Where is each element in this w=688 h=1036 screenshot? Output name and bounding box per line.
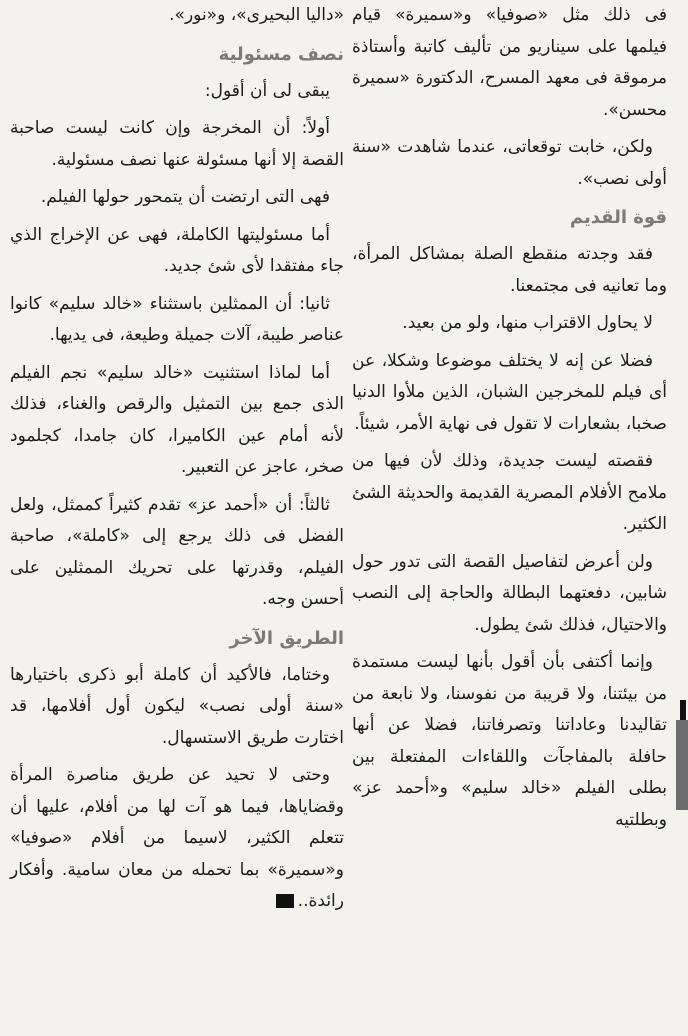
- paragraph: «داليا البحيرى»، و«نور».: [169, 5, 344, 25]
- section-heading: نصف مسئولية: [218, 43, 344, 65]
- paragraph: فضلا عن إنه لا يختلف موضوعا وشكلا، عن أى فيلم للمخرجين الشبان، الذين ملأوا الدنيا صخبا، بشعارات لا تقول فى نهاية الأمر، شيئاً.: [352, 350, 667, 434]
- paragraph: أولاً: أن المخرجة وإن كانت ليست صاحبة القصة إلا أنها مسئولة عنها نصف مسئولية.: [10, 118, 344, 170]
- paragraph: ثانيا: أن الممثلين باستثناء «خالد سليم» كانوا عناصر طيبة، آلات جميلة وطيعة، فى يديها.: [10, 293, 344, 345]
- paragraph: ولكن، خابت توقعاتى، عندما شاهدت «سنة أولى نصب».: [352, 137, 667, 189]
- paragraph: فهى التى ارتضت أن يتمحور حولها الفيلم.: [40, 187, 330, 207]
- right-column: [352, 0, 667, 842]
- end-of-article-mark: [276, 894, 294, 908]
- paragraph: فقد وجدته منقطع الصلة بمشاكل المرأة، وما تعانيه فى مجتمعنا.: [352, 244, 667, 296]
- page-edge-bar: [676, 720, 688, 810]
- section-heading: الطريق الآخر: [229, 627, 344, 649]
- section-heading: قوة القديم: [569, 207, 667, 228]
- paragraph: فقصته ليست جديدة، وذلك لأن فيها من ملامح الأفلام المصرية القديمة والحديثة الشئ الكثير.: [352, 451, 667, 534]
- paragraph: أما مسئوليتها الكاملة، فهى عن الإخراج الذي جاء مفتقدا لأى شئ جديد.: [10, 224, 344, 276]
- paragraph: وختاما، فالأكيد أن كاملة أبو ذكرى باختيارها «سنة أولى نصب» ليكون أول أفلامها، قد اختارت طريق الاستسهال.: [10, 664, 344, 748]
- paragraph: ولن أعرض لتفاصيل القصة التى تدور حول شابين، دفعتهما البطالة والحاجة إلى النصب والاحتيال، فذلك شئ يطول.: [352, 551, 667, 635]
- paragraph-text: وحتى لا تحيد عن طريق مناصرة المرأة وقضاياها، فيما هو آت لها من أفلام، عليها أن تتعلم الكثير، لاسيما من أفلام «صوفيا» و«سميرة» بما تحمله من معان سامية. وأفكار رائدة..: [10, 765, 344, 911]
- paragraph: أما لماذا استثنيت «خالد سليم» نجم الفيلم الذى جمع بين التمثيل والرقص والغناء، فذلك لأنه أمام عين الكاميرا، كان جامدا، كجلمود صخر، عاجز عن التعبير.: [10, 362, 344, 477]
- paragraph: لا يحاول الاقتراب منها، ولو من بعيد.: [402, 313, 653, 333]
- paragraph: ثالثاً: أن «أحمد عز» تقدم كثيراً كممثل، ولعل الفضل فى ذلك يرجع إلى «كاملة»، صاحبة الفيلم، وقدرتها على تحريك الممثلين على أحسن وجه.: [10, 494, 344, 609]
- paragraph: فى ذلك مثل «صوفيا» و«سميرة» قيام فيلمها على سيناريو من تأليف كاتبة وأستاذة مرموقة فى معهد المسرح، الدكتورة «سميرة محسن».: [352, 5, 667, 120]
- paragraph: وإنما أكتفى بأن أقول بأنها ليست مستمدة من بيئتنا، ولا قريبة من نفوسنا، ولا نابعة من تقاليدنا وعاداتنا وتصرفاتنا، فضلا عن أنها حافلة بالمفاجآت واللقاءات المفتعلة بين بطلى الفيلم «خالد سليم» و«أحمد عز» وبطلتيه: [352, 652, 667, 830]
- paragraph: [10, 760, 344, 918]
- left-column: [10, 0, 344, 924]
- paragraph: يبقى لى أن أقول:: [204, 80, 330, 101]
